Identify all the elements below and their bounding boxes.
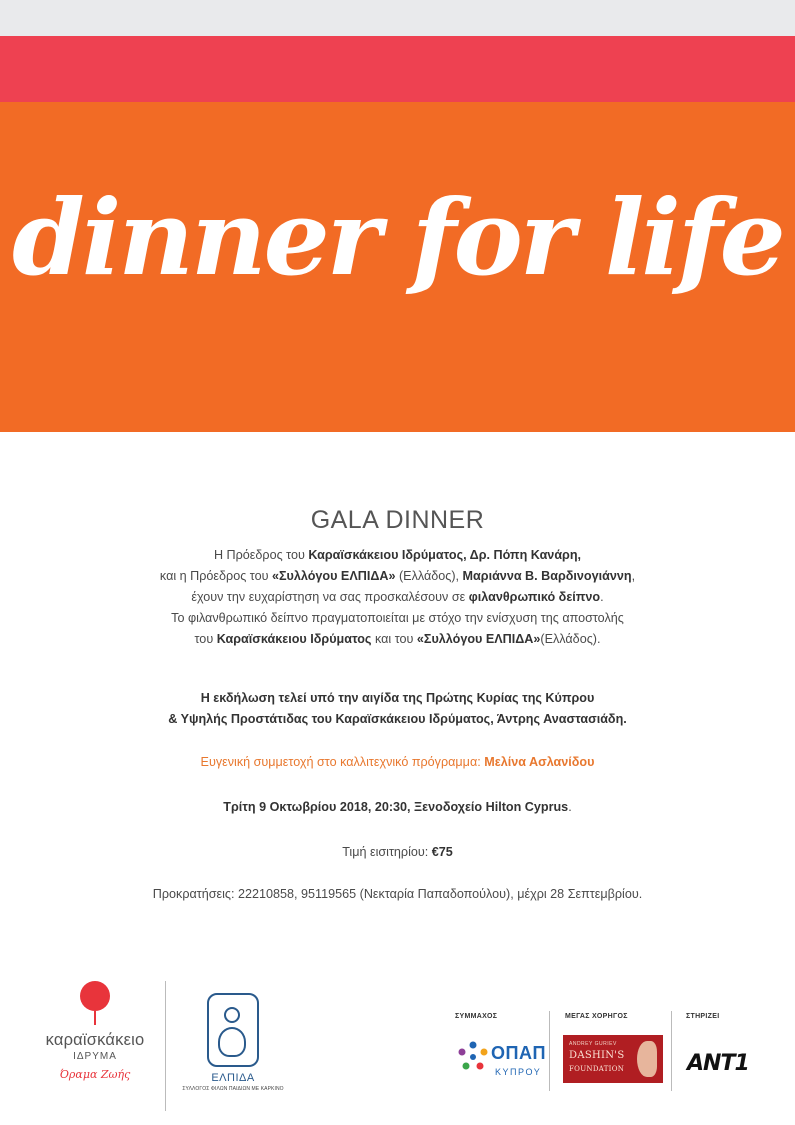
divider — [165, 981, 166, 1111]
ally-label: ΣΥΜΜΑΧΟΣ — [455, 1013, 498, 1020]
text: Η Πρόεδρος του — [213, 548, 309, 562]
text: και του — [371, 632, 417, 646]
logo-name: καραϊσκάκειο — [45, 1031, 145, 1049]
text: Το φιλανθρωπικό δείπνο πραγματοποιείται με στόχο την ενίσχυση της αποστολής — [171, 611, 624, 625]
logo-subtitle: ΚΥΠΡΟΥ — [495, 1067, 542, 1077]
bold-text: Τρίτη 9 Οκτωβρίου 2018, 20:30, Ξενοδοχείο Hilton Cyprus — [223, 800, 569, 814]
balloon-icon — [80, 981, 110, 1011]
bold-text: «Συλλόγου ΕΛΠΙΔΑ» — [271, 569, 396, 583]
text: . — [568, 800, 572, 814]
elpida-logo — [178, 993, 288, 1092]
karaiskakeio-logo — [30, 981, 160, 1081]
red-band — [0, 36, 795, 102]
logo-subtitle: ΙΔΡΥΜΑ — [73, 1051, 117, 1062]
reservations-line: Προκρατήσεις: 22210858, 95119565 (Νεκταρία Παπαδοπούλου), μέχρι 28 Σεπτεμβρίου. — [152, 887, 643, 901]
logo-name: ΕΛΠΙΔΑ — [211, 1072, 255, 1084]
support-label: ΣΤΗΡΙΖΕΙ — [686, 1013, 720, 1020]
logo-text: ANDREY GURIEV — [569, 1041, 617, 1047]
ant1-logo — [685, 1041, 749, 1081]
face-profile-icon — [637, 1041, 657, 1077]
patronage-paragraph — [40, 688, 755, 730]
gala-heading: GALA DINNER — [310, 506, 485, 534]
bold-text: & Υψηλής Προστάτιδας του Καραϊσκάκειου Ιδρύματος, Άντρης Αναστασιάδη. — [168, 712, 627, 726]
bold-text: Η εκδήλωση τελεί υπό την αιγίδα της Πρώτης Κυρίας της Κύπρου — [200, 691, 595, 705]
sponsor-label: ΜΕΓΑΣ ΧΟΡΗΓΟΣ — [565, 1013, 628, 1020]
logo-name: ΟΠΑΠ — [491, 1043, 546, 1063]
invitation-paragraph — [40, 545, 755, 650]
bold-text: φιλανθρωπικό δείπνο — [468, 590, 601, 604]
divider — [671, 1011, 672, 1091]
logo-name: ANT1 — [687, 1051, 749, 1076]
text: και η Πρόεδρος του — [159, 569, 272, 583]
mother-child-icon — [207, 993, 259, 1067]
text: Τιμή εισιτηρίου: — [342, 845, 432, 859]
opap-star-icon — [455, 1039, 491, 1075]
price: €75 — [431, 845, 453, 859]
text: (Ελλάδος), — [395, 569, 463, 583]
divider — [549, 1011, 550, 1091]
bold-text: Καραϊσκάκειου Ιδρύματος, Δρ. Πόπη Κανάρη, — [308, 548, 582, 562]
opap-logo — [455, 1035, 546, 1085]
text: , — [631, 569, 636, 583]
top-strip — [0, 0, 795, 36]
text: έχουν την ευχαρίστηση να σας προσκαλέσουν σε — [191, 590, 469, 604]
artist-line — [40, 752, 755, 773]
bold-text: Καραϊσκάκειου Ιδρύματος — [216, 632, 372, 646]
logo-motto: Όραμα Ζωής — [59, 1068, 131, 1081]
logo-name: DASHIN'S — [569, 1050, 625, 1061]
text: (Ελλάδος). — [540, 632, 601, 646]
text: Ευγενική συμμετοχή στο καλλιτεχνικό πρόγραμμα: — [200, 755, 485, 769]
hero-title: dinner for life — [12, 176, 783, 299]
ticket-price-line — [40, 842, 755, 863]
invitation-page — [0, 36, 795, 1125]
balloon-string — [94, 1011, 96, 1025]
logo-subtitle: FOUNDATION — [569, 1065, 625, 1073]
bold-text: «Συλλόγου ΕΛΠΙΔΑ» — [416, 632, 541, 646]
text: . — [600, 590, 604, 604]
text: του — [194, 632, 217, 646]
artist-name: Μελίνα Ασλανίδου — [484, 755, 595, 769]
date-venue-line — [40, 797, 755, 818]
dashins-foundation-logo — [563, 1035, 663, 1083]
bold-text: Μαριάννα Β. Βαρδινογιάννη — [462, 569, 632, 583]
logo-subtitle: ΣΥΛΛΟΓΟΣ ΦΙΛΩΝ ΠΑΙΔΙΩΝ ΜΕ ΚΑΡΚΙΝΟ — [182, 1086, 284, 1092]
